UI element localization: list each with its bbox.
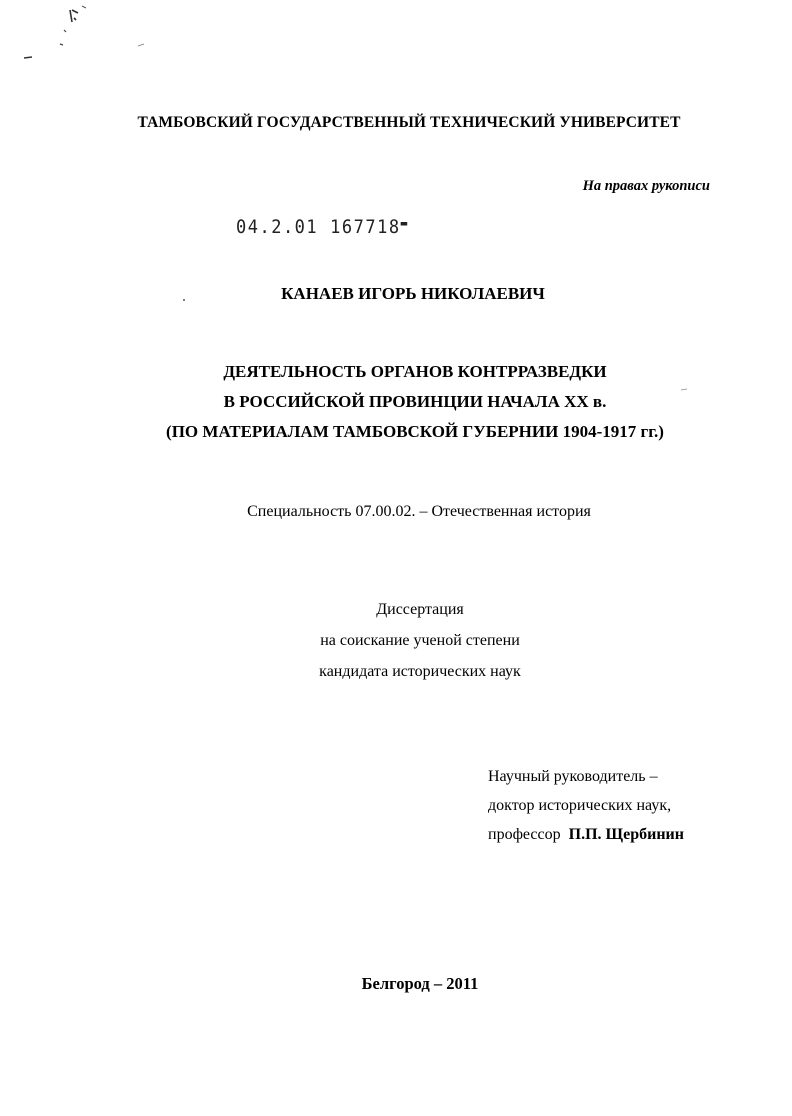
advisor-name: П.П. Щербинин [568, 826, 684, 843]
stamp-date: 04.2.01 [236, 216, 319, 239]
stamp-number: 167718 [330, 216, 401, 239]
advisor-role: Научный руководитель – [488, 768, 658, 785]
stamp-dash: ▬ [400, 216, 409, 231]
degree-line: кандидата исторических наук [319, 663, 521, 680]
registration-stamp [236, 216, 409, 238]
scan-artifact-marks [20, 0, 160, 70]
degree-line: на соискание ученой степени [320, 632, 520, 649]
dissertation-title [0, 357, 792, 447]
city-year: Белгород – 2011 [361, 974, 479, 993]
title-line: (ПО МАТЕРИАЛАМ ТАМБОВСКОЙ ГУБЕРНИИ 1904-1917 гг.) [166, 422, 664, 441]
specialty-line: Специальность 07.00.02. – Отечественная история [247, 503, 591, 520]
degree-statement [0, 594, 792, 687]
author-name: КАНАЕВ ИГОРЬ НИКОЛАЕВИЧ [281, 284, 545, 303]
advisor-title: профессор [488, 826, 565, 843]
advisor-degree: доктор исторических наук, [488, 797, 672, 814]
title-line: ДЕЯТЕЛЬНОСТЬ ОРГАНОВ КОНТРРАЗВЕДКИ [223, 362, 607, 381]
university-name: ТАМБОВСКИЙ ГОСУДАРСТВЕННЫЙ ТЕХНИЧЕСКИЙ УНИВЕРСИТЕТ [137, 114, 681, 131]
scientific-advisor [488, 762, 684, 849]
advisor-title-line [488, 820, 684, 849]
title-line: В РОССИЙСКОЙ ПРОВИНЦИИ НАЧАЛА XX в. [223, 392, 607, 411]
manuscript-rights-note: На правах рукописи [582, 178, 710, 194]
degree-line: Диссертация [376, 601, 464, 618]
